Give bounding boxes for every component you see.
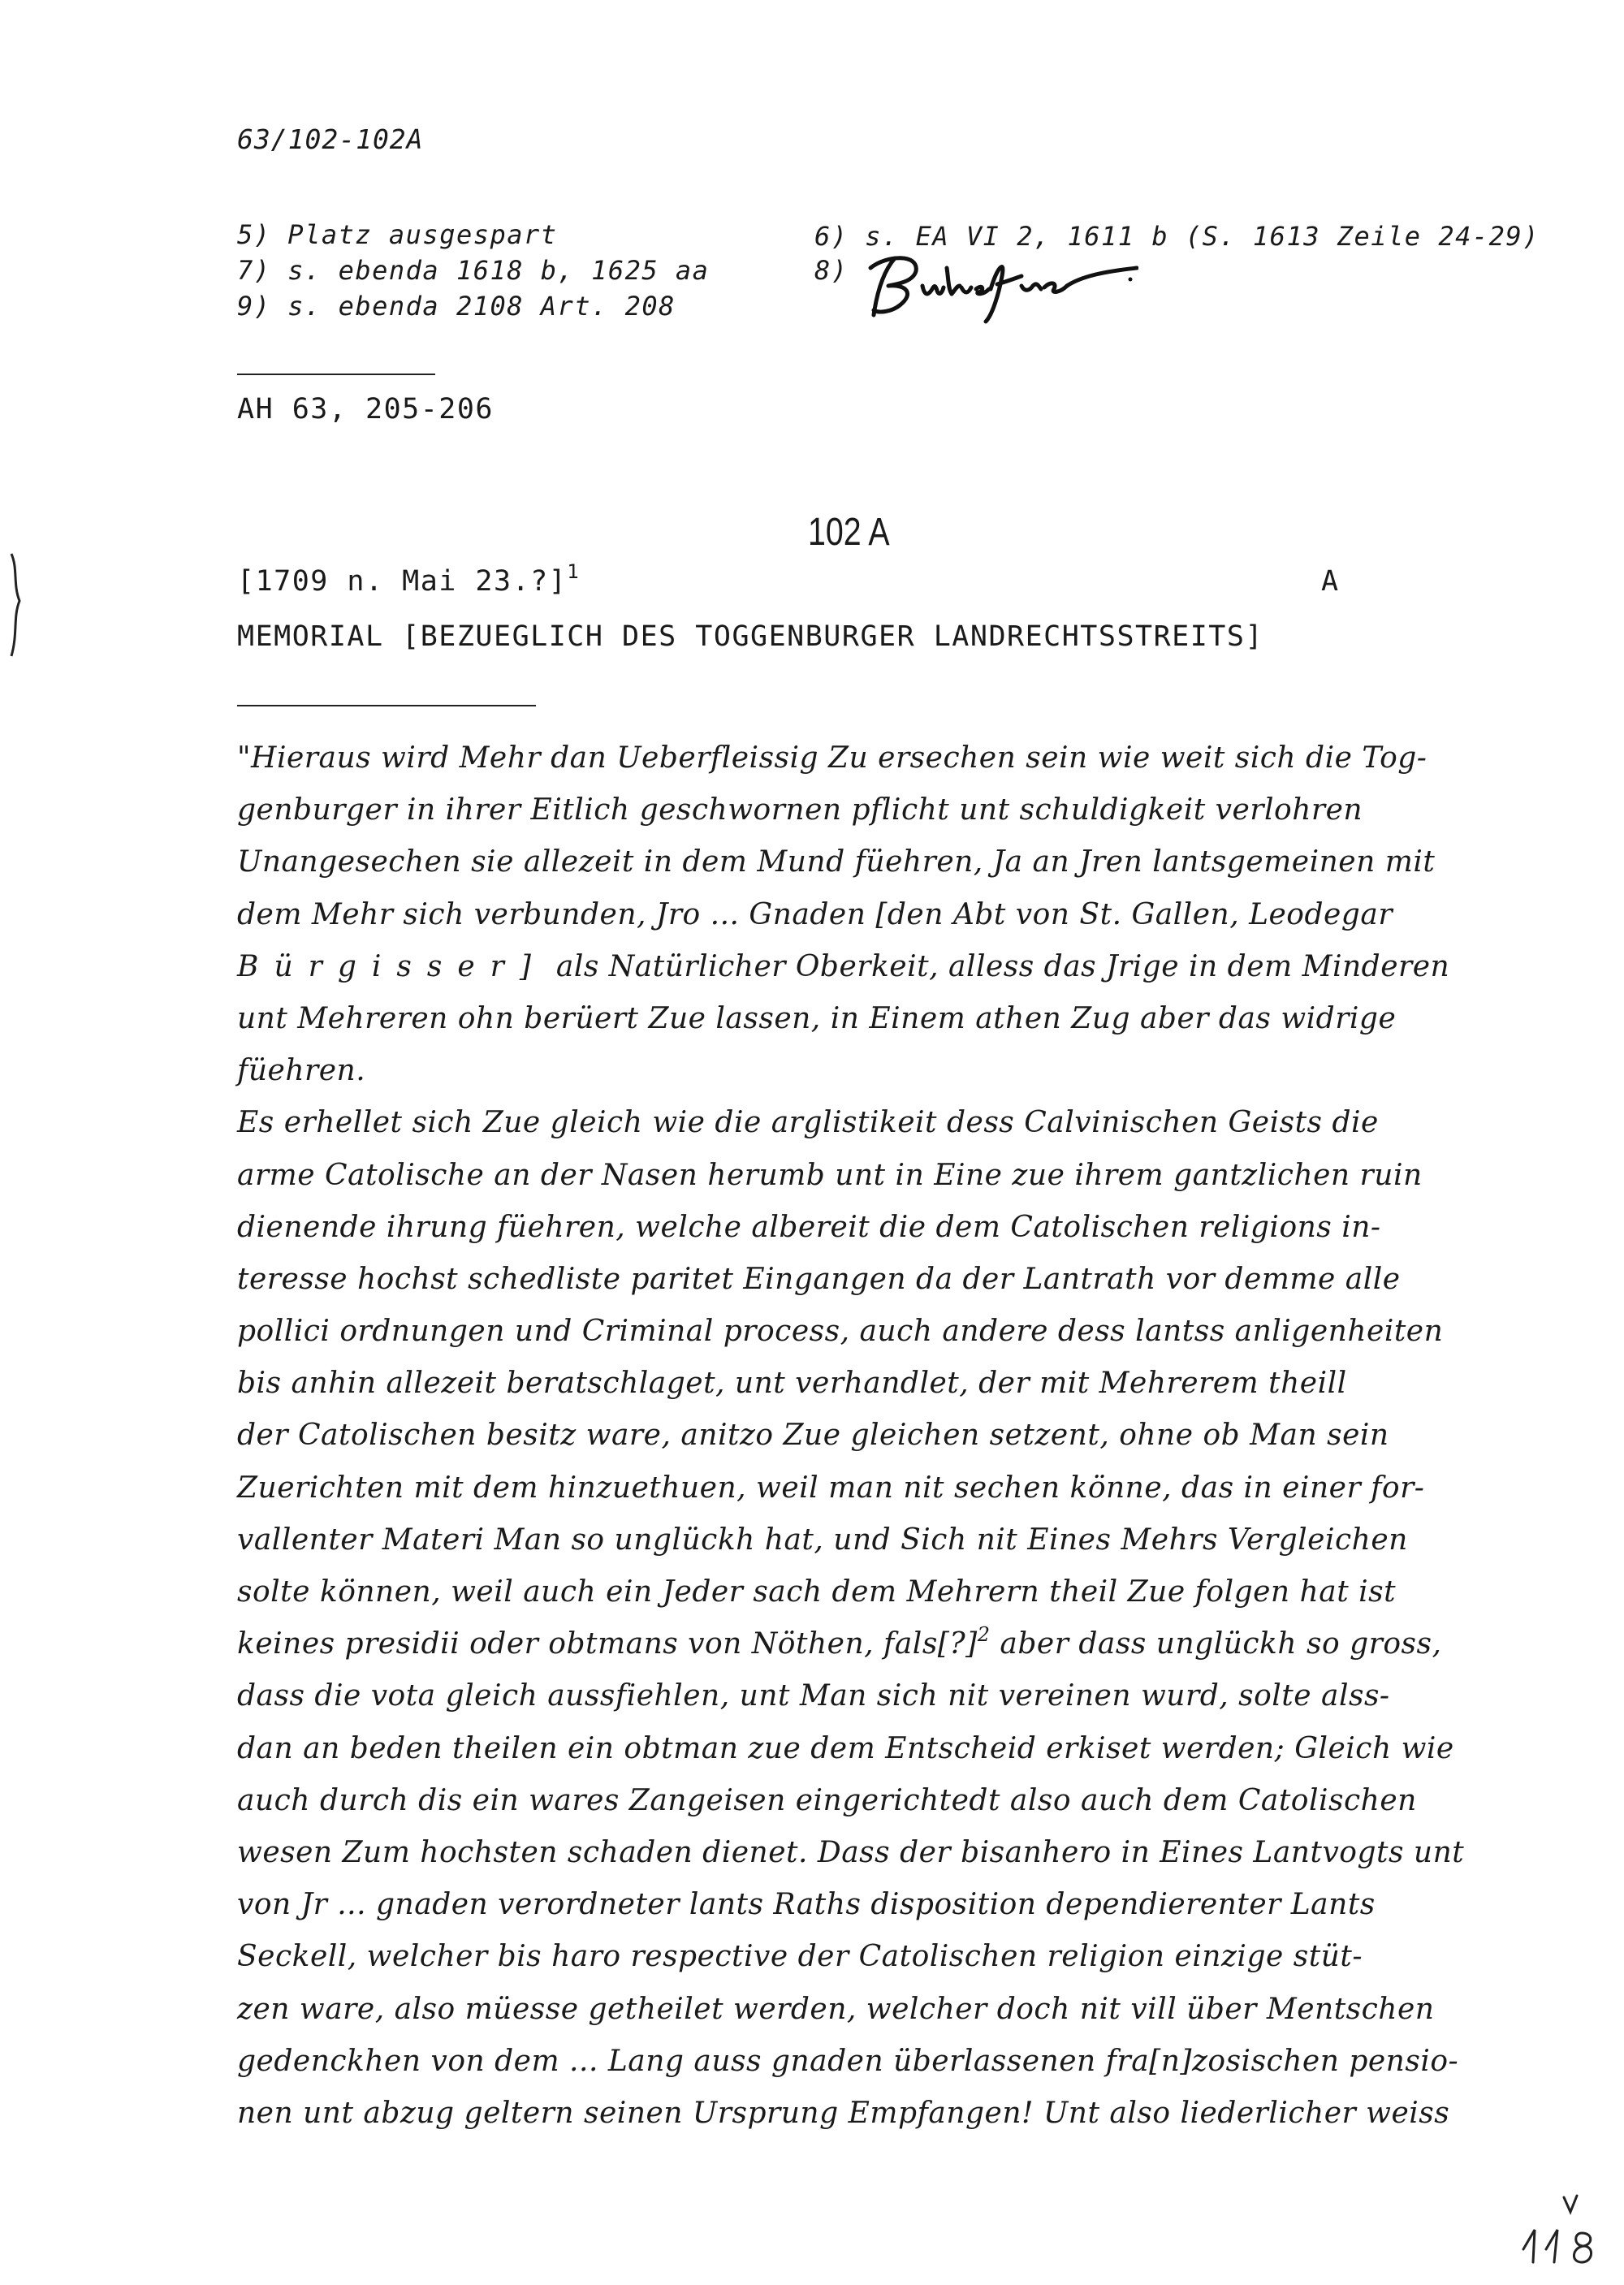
- handwritten-folio-icon: [1517, 2192, 1606, 2274]
- body-line-rest: als Natürlicher Oberkeit, alless das Jrige in dem Minderen: [546, 949, 1450, 983]
- body-line: der Catolischen besitz ware, anitzo Zue gleichen setzent, ohne ob Man sein: [237, 1419, 1389, 1453]
- body-line-part: keines presidii oder obtmans von Nöthen, fals[?]: [237, 1627, 978, 1661]
- body-line: teresse hochst schedliste paritet Eingangen da der Lantrath vor demme alle: [237, 1262, 1401, 1296]
- body-line: genburger in ihrer Eitlich geschwornen pflicht unt schuldigkeit verlohren: [237, 793, 1363, 827]
- date-text: [1709 n. Mai 23.?]: [237, 565, 568, 598]
- body-line: pollici ordnungen und Criminal process, auch andere dess lantss anligenheiten: [237, 1315, 1444, 1349]
- body-line: dienende ihrung füehren, welche albereit die dem Catolischen religions in-: [237, 1210, 1381, 1244]
- handwritten-signature-icon: [862, 244, 1138, 325]
- footnote-text: s. EA VI 2, 1611 b (S. 1613 Zeile 24-29): [865, 221, 1540, 252]
- archive-reference: AH 63, 205-206: [237, 393, 495, 425]
- body-line: dem Mehr sich verbunden, Jro ... Gnaden [den Abt von St. Gallen, Leodegar: [237, 897, 1393, 931]
- body-line: zen ware, also müesse getheilet werden, welcher doch nit vill über Mentschen: [237, 1992, 1435, 2026]
- body-line: Unangesechen sie allezeit in dem Mund füehren, Ja an Jren lantsgemeinen mit: [237, 845, 1436, 879]
- document-reference: 63/102-102A: [237, 123, 424, 155]
- body-line: [237, 941, 1536, 993]
- body-line: [237, 1618, 1536, 1670]
- footnote-text: s. ebenda 2108 Art. 208: [287, 291, 676, 322]
- body-line: Es erhellet sich Zue gleich wie die arglistikeit dess Calvinischen Geists die: [237, 1106, 1379, 1140]
- footnote-5: [237, 219, 558, 250]
- body-line: arme Catolische an der Nasen herumb unt in Eine zue ihrem gantzlichen ruin: [237, 1158, 1423, 1192]
- body-line: wesen Zum hochsten schaden dienet. Dass der bisanhero in Eines Lantvogts unt: [237, 1835, 1465, 1869]
- body-line: gedenckhen von dem ... Lang auss gnaden überlassenen fra[n]zosischen pensio-: [237, 2044, 1459, 2078]
- body-line: nen unt abzug geltern seinen Ursprung Empfangen! Unt also liederlicher weiss: [237, 2096, 1450, 2130]
- document-title: MEMORIAL [BEZUEGLICH DES TOGGENBURGER LANDRECHTSSTREITS]: [237, 620, 1264, 653]
- copy-mark: A: [1321, 565, 1340, 598]
- body-text: [237, 732, 1536, 2140]
- footnote-number: 5): [237, 219, 271, 250]
- title-rule: [237, 705, 536, 706]
- body-line: solte können, weil auch ein Jeder sach dem Mehrern theil Zue folgen hat ist: [237, 1575, 1397, 1609]
- body-line: Zuerichten mit dem hinzuethuen, weil man nit sechen könne, das in einer for-: [237, 1471, 1425, 1505]
- footnote-text: Platz ausgespart: [287, 219, 558, 250]
- footnote-8: [814, 255, 849, 286]
- body-line: Seckell, welcher bis haro respective der Catolischen religion einzige stüt-: [237, 1940, 1363, 1974]
- body-line: vallenter Materi Man so unglückh hat, und Sich nit Eines Mehrs Vergleichen: [237, 1523, 1408, 1557]
- footnote-number: 9): [237, 291, 271, 322]
- body-line: unt Mehreren ohn berüert Zue lassen, in Einem athen Zug aber das widrige: [237, 1001, 1397, 1035]
- footnote-9: [237, 291, 676, 322]
- body-line: dan an beden theilen ein obtman zue dem Entscheid erkiset werden; Gleich wie: [237, 1731, 1454, 1765]
- footnote-marker: 2: [977, 1623, 991, 1647]
- spaced-name: Bürgisser]: [237, 949, 546, 983]
- date-footnote-marker: 1: [567, 560, 581, 583]
- body-line: füehren.: [237, 1054, 366, 1088]
- document-number: 102 A: [808, 511, 890, 554]
- body-line: auch durch dis ein wares Zangeisen eingerichtedt also auch dem Catolischen: [237, 1783, 1417, 1817]
- body-line: dass die vota gleich aussfiehlen, unt Man sich nit vereinen wurd, solte alss-: [237, 1679, 1390, 1713]
- footnote-number: 8): [814, 255, 849, 286]
- footnote-text: s. ebenda 1618 b, 1625 aa: [287, 255, 710, 286]
- document-date: [237, 560, 581, 598]
- footnote-number: 6): [814, 221, 849, 252]
- body-line: von Jr ... gnaden verordneter lants Raths disposition dependierenter Lants: [237, 1888, 1376, 1922]
- body-line: bis anhin allezeit beratschlaget, unt verhandlet, der mit Mehrerem theill: [237, 1367, 1347, 1401]
- separator-rule: [237, 374, 435, 375]
- footnote-7: [237, 255, 709, 286]
- margin-bracket-icon: [8, 552, 28, 658]
- body-line-part: aber dass unglückh so gross,: [990, 1627, 1442, 1661]
- body-line: "Hieraus wird Mehr dan Ueberfleissig Zu ersechen sein wie weit sich die Tog-: [237, 741, 1427, 775]
- footnote-number: 7): [237, 255, 271, 286]
